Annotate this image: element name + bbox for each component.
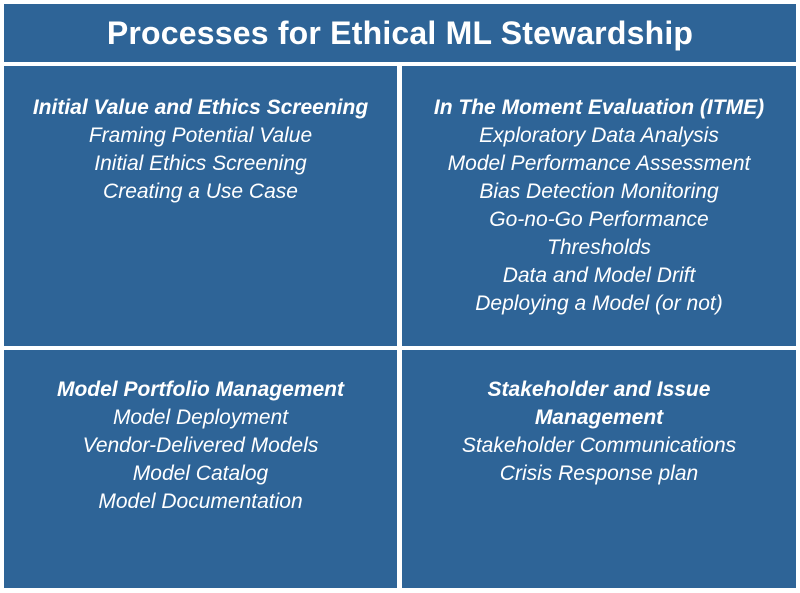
quadrant-model-portfolio-management	[4, 350, 397, 588]
quadrant-initial-value-ethics-screening	[4, 66, 397, 346]
quadrant-item-list	[89, 122, 312, 206]
list-item: Stakeholder Communications	[461, 434, 737, 457]
list-item: Creating a Use Case	[103, 180, 298, 203]
list-item: Exploratory Data Analysis	[479, 124, 719, 147]
quadrant-title: Model Portfolio Management	[56, 378, 344, 401]
list-item: Framing Potential Value	[88, 124, 313, 147]
quadrant-stakeholder-issue-management	[402, 350, 796, 588]
list-item: Deploying a Model (or not)	[475, 292, 723, 315]
list-item: Model Deployment	[112, 406, 289, 429]
list-item: Model Catalog	[132, 462, 269, 485]
list-item: Vendor-Delivered Models	[82, 434, 319, 457]
list-item: Model Documentation	[98, 490, 303, 513]
quadrant-title: In The Moment Evaluation (ITME)	[433, 96, 765, 119]
list-item: Go-no-Go Performance Thresholds	[489, 208, 709, 259]
list-item: Model Performance Assessment	[447, 152, 751, 175]
quadrant-title: Initial Value and Ethics Screening	[32, 96, 369, 119]
list-item: Crisis Response plan	[499, 462, 699, 485]
list-item: Data and Model Drift	[502, 264, 696, 287]
quadrant-item-list	[462, 432, 736, 488]
quadrant-title: Stakeholder and Issue Management	[487, 378, 711, 429]
list-item: Bias Detection Monitoring	[479, 180, 719, 203]
list-item: Initial Ethics Screening	[94, 152, 307, 175]
quadrant-item-list	[83, 404, 319, 516]
quadrant-in-the-moment-evaluation	[402, 66, 796, 346]
quadrant-item-list	[448, 122, 751, 318]
diagram-title: Processes for Ethical ML Stewardship	[4, 4, 796, 62]
